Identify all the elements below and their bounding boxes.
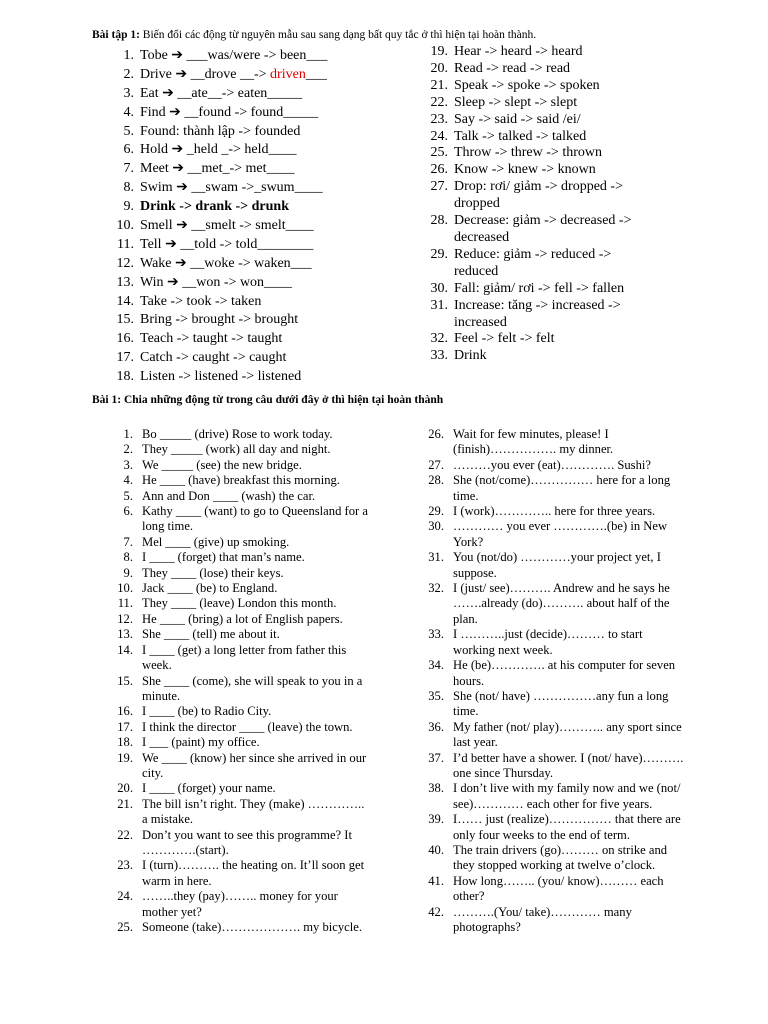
item-number: 22. — [430, 94, 448, 110]
list-item — [110, 104, 410, 123]
list-item — [110, 217, 410, 236]
item-text: Don’t you want to see this programme? It ………….(start). — [142, 827, 352, 857]
list-item — [424, 44, 659, 61]
list-item — [424, 162, 659, 179]
item-text: Wait for few minutes, please! I (finish)……………. my dinner. — [453, 427, 614, 457]
item-text: Speak -> spoke -> spoken — [454, 77, 600, 93]
item-number: 38. — [428, 781, 444, 796]
item-text: Bring -> brought -> brought — [140, 312, 299, 328]
item-text: Meet ➔ __met_-> met____ — [140, 161, 295, 177]
list-item — [110, 330, 410, 349]
item-text: She (not/come)…………… here for a long time. — [453, 473, 671, 503]
item-number: 28. — [428, 473, 444, 488]
list-item — [111, 442, 371, 457]
item-text: Jack ____ (be) to England. — [142, 581, 278, 596]
list-item — [422, 473, 684, 504]
item-number: 5. — [123, 123, 134, 139]
item-text: Catch -> caught -> caught — [140, 350, 287, 366]
item-text: Drink -> drank -> drunk — [140, 199, 289, 215]
item-number: 4. — [123, 473, 133, 488]
item-number: 25. — [430, 145, 448, 161]
list-item — [110, 293, 410, 312]
item-text: I ____ (get) a long letter from father this week. — [142, 642, 347, 673]
list-item — [422, 843, 684, 874]
item-number: 20. — [117, 781, 133, 796]
list-item — [110, 274, 410, 293]
list-item — [111, 720, 371, 735]
item-text: How long…….. (you/ know)……… each other? — [453, 873, 664, 904]
item-text: I…… just (realize)…………… that there are only four weeks to the end of term. — [453, 812, 681, 842]
list-item — [422, 550, 684, 581]
item-number: 10. — [116, 218, 134, 234]
item-text: I ____ (be) to Radio City. — [142, 704, 272, 719]
item-number: 25. — [117, 920, 133, 934]
item-text: Sleep -> slept -> slept — [454, 94, 578, 110]
item-number: 19. — [117, 750, 133, 765]
exercise-1-heading — [92, 29, 536, 41]
item-number: 15. — [116, 312, 134, 328]
item-text: We ____ (know) her since she arrived in our city. — [142, 750, 367, 780]
list-item — [111, 612, 371, 627]
list-item — [111, 566, 371, 581]
item-text: I think the director ____ (leave) the town. — [142, 719, 353, 734]
list-item — [424, 61, 659, 78]
item-text: Increase: tăng -> increased -> increased — [454, 297, 621, 330]
item-text: I don’t live with my family now and we (not/ see)………… each other for five years. — [453, 781, 681, 811]
list-item — [111, 735, 371, 750]
item-number: 29. — [428, 504, 444, 519]
item-number: 7. — [123, 161, 134, 177]
item-number: 23. — [430, 111, 448, 127]
item-text: Ann and Don ____ (wash) the car. — [142, 488, 316, 503]
item-text: Throw -> threw -> thrown — [454, 145, 602, 161]
list-item — [110, 255, 410, 274]
item-text: She ____ (tell) me about it. — [142, 627, 280, 642]
item-text: ………you ever (eat)…………. Sushi? — [453, 457, 651, 472]
list-item — [111, 535, 371, 550]
item-text: He ____ (bring) a lot of English papers. — [142, 611, 343, 626]
item-text: The train drivers (go)……… on strike and they stopped working at twelve o’clock. — [453, 842, 668, 873]
list-item — [111, 473, 371, 488]
item-number: 32. — [428, 581, 444, 596]
item-text: I ____ (forget) that man’s name. — [142, 550, 305, 565]
list-item — [424, 298, 659, 332]
item-number: 16. — [117, 704, 133, 719]
list-item — [422, 581, 684, 627]
item-text: ………… you ever ………….(be) in New York? — [453, 519, 668, 549]
list-item — [111, 627, 371, 642]
item-text: Mel ____ (give) up smoking. — [142, 534, 290, 549]
list-item — [111, 920, 371, 935]
item-text: She ____ (come), she will speak to you in a minute. — [142, 673, 363, 703]
exercise-2-heading — [92, 394, 443, 406]
list-item — [111, 797, 371, 828]
item-text: Reduce: giảm -> reduced -> reduced — [454, 246, 612, 279]
list-item — [111, 489, 371, 504]
exercise-2-right-column — [422, 427, 684, 935]
item-text: ……….(You/ take)………… many photographs? — [453, 904, 632, 934]
item-number: 1. — [123, 427, 133, 441]
list-item — [111, 643, 371, 674]
list-item — [422, 874, 684, 905]
list-item — [111, 704, 371, 719]
list-item — [424, 145, 659, 162]
list-item — [422, 905, 684, 936]
list-item — [111, 828, 371, 859]
item-text: I ………..just (decide)……… to start working next week. — [453, 627, 643, 657]
list-item — [110, 123, 410, 142]
list-item — [111, 751, 371, 782]
list-item — [422, 720, 684, 751]
item-number: 41. — [428, 873, 444, 888]
item-text: Bo _____ (drive) Rose to work today. — [142, 427, 333, 441]
item-text: They ____ (lose) their keys. — [142, 565, 284, 580]
item-number: 8. — [123, 550, 133, 565]
item-text: Fall: giảm/ rơi -> fell -> fallen — [454, 280, 625, 296]
exercise-1-left-column — [110, 47, 410, 387]
list-item — [422, 658, 684, 689]
list-item — [424, 348, 659, 365]
item-number: 11. — [117, 236, 134, 252]
item-number: 5. — [123, 488, 133, 503]
list-item — [424, 95, 659, 112]
item-number: 39. — [428, 812, 444, 827]
list-item — [111, 858, 371, 889]
item-text: Smell ➔ __smelt -> smelt____ — [140, 218, 314, 234]
item-text: Read -> read -> read — [454, 60, 571, 76]
list-item — [111, 581, 371, 596]
item-number: 20. — [430, 60, 448, 76]
list-item — [422, 458, 684, 473]
item-text: I (just/ see)………. Andrew and he says he …….already (do)………. about half of the plan. — [453, 581, 670, 626]
item-number: 35. — [428, 688, 444, 703]
list-item — [424, 129, 659, 146]
item-number: 40. — [428, 842, 444, 857]
item-text: Talk -> talked -> talked — [454, 128, 587, 144]
list-item — [424, 213, 659, 247]
item-number: 12. — [117, 611, 133, 626]
item-number: 33. — [428, 627, 444, 642]
item-number: 21. — [430, 77, 448, 93]
item-number: 26. — [430, 162, 448, 178]
item-number: 9. — [123, 199, 134, 215]
item-number: 1. — [123, 48, 134, 63]
item-text: They ____ (leave) London this month. — [142, 596, 337, 611]
item-number: 37. — [428, 750, 444, 765]
item-text: He ____ (have) breakfast this morning. — [142, 473, 340, 488]
item-text-start: Drive ➔ __drove __-> — [140, 66, 271, 82]
item-number: 22. — [117, 827, 133, 842]
list-item — [110, 368, 410, 387]
item-text: Wake ➔ __woke -> waken___ — [140, 255, 312, 271]
item-number: 21. — [117, 796, 133, 811]
item-number: 8. — [123, 180, 134, 196]
item-text: Hold ➔ _held _-> held____ — [140, 142, 297, 158]
item-number: 27. — [430, 179, 448, 195]
list-item — [422, 519, 684, 550]
item-number: 32. — [430, 331, 448, 347]
item-number: 9. — [123, 565, 133, 580]
list-item — [424, 179, 659, 213]
item-text: She (not/ have) ……………any fun a long time. — [453, 688, 669, 719]
list-item — [422, 751, 684, 782]
item-number: 6. — [123, 142, 134, 158]
item-text: Find ➔ __found -> found_____ — [140, 104, 319, 120]
item-number: 13. — [116, 274, 134, 290]
item-number: 4. — [123, 104, 134, 120]
list-item — [110, 236, 410, 255]
list-item — [110, 179, 410, 198]
list-item — [111, 781, 371, 796]
item-text: I ___ (paint) my office. — [142, 735, 260, 750]
item-text-end: ___ — [305, 66, 327, 82]
item-text: Take -> took -> taken — [140, 293, 262, 309]
item-number: 34. — [428, 658, 444, 673]
item-number: 24. — [117, 889, 133, 904]
item-number: 19. — [430, 44, 448, 59]
item-text: Drop: rơi/ giảm -> dropped -> dropped — [454, 179, 623, 212]
item-number: 6. — [123, 504, 133, 519]
list-item — [424, 112, 659, 129]
item-text: Know -> knew -> known — [454, 162, 596, 178]
item-number: 18. — [117, 735, 133, 750]
item-text: Eat ➔ __ate__-> eaten_____ — [140, 85, 303, 101]
item-text: Teach -> taught -> taught — [140, 331, 283, 347]
item-number: 18. — [116, 369, 134, 385]
item-number: 26. — [428, 427, 444, 441]
item-number: 14. — [116, 293, 134, 309]
list-item — [422, 427, 684, 458]
item-number: 24. — [430, 128, 448, 144]
item-text: Drink — [454, 348, 487, 364]
item-text: We _____ (see) the new bridge. — [142, 457, 302, 472]
item-number: 14. — [117, 642, 133, 657]
list-item — [111, 427, 371, 442]
item-text: ……..they (pay)…….. money for your mother yet? — [142, 889, 338, 919]
item-text: Say -> said -> said /ei/ — [454, 111, 581, 127]
item-text: He (be)…………. at his computer for seven hours. — [453, 658, 676, 688]
list-item — [110, 160, 410, 179]
list-item — [110, 198, 410, 217]
item-text: Kathy ____ (want) to go to Queensland for a long time. — [142, 504, 368, 534]
item-text: Tobe ➔ ___was/were -> been___ — [140, 48, 328, 63]
list-item — [110, 47, 410, 66]
item-number: 30. — [428, 519, 444, 534]
list-item — [110, 66, 410, 85]
list-item — [424, 331, 659, 348]
item-number: 27. — [428, 457, 444, 472]
item-text: I (turn)………. the heating on. It’ll soon get warm in here. — [142, 858, 365, 888]
item-text: Someone (take)………………. my bicycle. — [142, 920, 362, 934]
list-item — [422, 689, 684, 720]
item-number: 17. — [117, 719, 133, 734]
item-number: 31. — [430, 297, 448, 313]
exercise-2-title: Bài 1: Chia những động từ trong câu dưới đây ở thì hiện tại hoàn thành — [92, 394, 444, 406]
item-number: 11. — [117, 596, 133, 611]
list-item — [422, 812, 684, 843]
item-number: 3. — [123, 457, 133, 472]
item-number: 36. — [428, 719, 444, 734]
exercise-2-left-column — [111, 427, 371, 935]
item-text: They _____ (work) all day and night. — [142, 442, 331, 457]
exercise-1-right-column — [424, 44, 659, 365]
item-text: I (work)………….. here for three years. — [453, 504, 656, 519]
item-text: Found: thành lập -> founded — [140, 123, 301, 139]
item-number: 10. — [117, 581, 133, 596]
list-item — [110, 311, 410, 330]
item-text: You (not/do) …………your project yet, I suppose. — [453, 550, 661, 580]
list-item — [111, 550, 371, 565]
list-item — [110, 85, 410, 104]
list-item — [424, 78, 659, 95]
exercise-1-label: Bài tập 1: — [92, 29, 140, 41]
highlighted-answer: driven — [270, 66, 306, 82]
item-number: 42. — [428, 904, 444, 919]
exercise-1-title: Biến đổi các động từ nguyên mẫu sau sang dạng bất quy tắc ở thì hiện tại hoàn thành. — [139, 29, 537, 41]
item-number: 16. — [116, 331, 134, 347]
list-item — [424, 281, 659, 298]
item-number: 30. — [430, 280, 448, 296]
item-number: 17. — [116, 350, 134, 366]
item-number: 23. — [117, 858, 133, 873]
item-text: My father (not/ play)……….. any sport since last year. — [453, 719, 682, 750]
item-text — [140, 66, 410, 85]
list-item — [111, 504, 371, 535]
item-number: 31. — [428, 550, 444, 565]
list-item — [111, 596, 371, 611]
item-text: Listen -> listened -> listened — [140, 369, 302, 385]
list-item — [422, 627, 684, 658]
item-text: Decrease: giảm -> decreased -> decreased — [454, 213, 632, 245]
item-number: 15. — [117, 673, 133, 688]
list-item — [111, 458, 371, 473]
list-item — [422, 781, 684, 812]
item-number: 2. — [123, 66, 134, 82]
item-text: Swim ➔ __swam ->_swum____ — [140, 180, 323, 196]
item-text: Feel -> felt -> felt — [454, 331, 555, 347]
item-text: Tell ➔ __told -> told________ — [140, 236, 314, 252]
item-number: 3. — [123, 85, 134, 101]
list-item — [424, 247, 659, 281]
item-text: I ____ (forget) your name. — [142, 781, 276, 796]
list-item — [110, 141, 410, 160]
list-item — [422, 504, 684, 519]
item-number: 33. — [430, 348, 448, 364]
list-item — [111, 889, 371, 920]
item-number: 12. — [116, 255, 134, 271]
item-number: 2. — [123, 442, 133, 457]
item-number: 7. — [123, 534, 133, 549]
item-text: I’d better have a shower. I (not/ have)………. one since Thursday. — [453, 750, 684, 780]
item-text: The bill isn’t right. They (make) ………….. a mistake. — [142, 796, 365, 827]
item-text: Hear -> heard -> heard — [454, 44, 583, 59]
item-number: 13. — [117, 627, 133, 642]
item-text: Win ➔ __won -> won____ — [140, 274, 293, 290]
list-item — [111, 674, 371, 705]
item-number: 28. — [430, 213, 448, 229]
item-number: 29. — [430, 246, 448, 262]
list-item — [110, 349, 410, 368]
